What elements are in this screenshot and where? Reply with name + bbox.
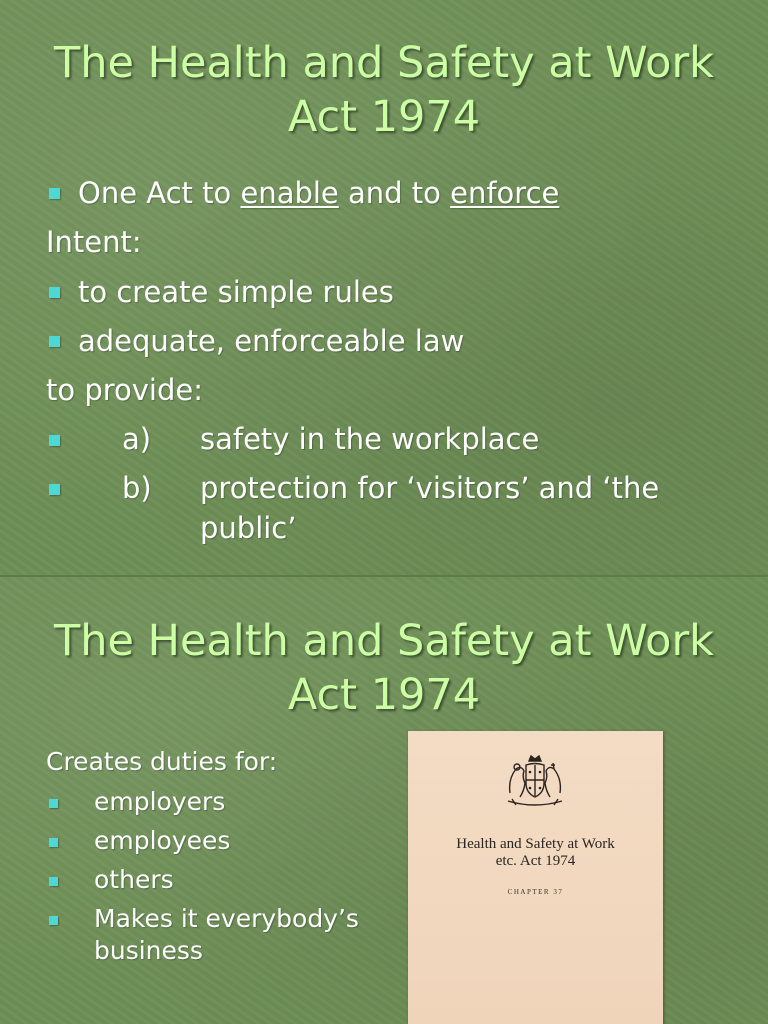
bullet-square-icon	[49, 336, 60, 347]
intent-item: to create simple rules	[78, 275, 394, 309]
duty-item: others	[94, 865, 174, 894]
provide-label: to provide:	[46, 373, 204, 407]
slide-1-title-line-2: Act 1974	[287, 92, 481, 142]
bullet-square-icon	[49, 799, 58, 808]
slide-2-title	[0, 614, 768, 722]
enable-word: enable	[240, 176, 339, 210]
intent-label: Intent:	[46, 225, 142, 259]
provide-item-text-continued: public’	[200, 511, 297, 545]
text-part: and to	[338, 176, 451, 210]
duties-intro: Creates duties for:	[46, 747, 278, 776]
bullet-square-icon	[49, 838, 58, 847]
text-part: One Act to	[78, 176, 241, 210]
duty-item-continued: business	[94, 936, 203, 965]
cover-chapter: CHAPTER 37	[507, 888, 564, 896]
bullet-square-icon	[49, 287, 60, 298]
enforce-word: enforce	[450, 176, 560, 210]
bullet-square-icon	[49, 484, 60, 495]
bullet-square-icon	[49, 877, 58, 886]
duty-item: employers	[94, 787, 226, 816]
bullet-square-icon	[49, 435, 60, 446]
provide-item-letter: a)	[122, 422, 152, 456]
act-cover-image	[408, 731, 663, 1024]
slide-2	[0, 577, 768, 1024]
cover-title-line-2: etc. Act 1974	[495, 853, 576, 869]
slide-1-title-line-1: The Health and Safety at Work	[53, 38, 715, 88]
duty-item: employees	[94, 826, 231, 855]
provide-item-text: safety in the workplace	[200, 422, 540, 456]
provide-item-text: protection for ‘visitors’ and ‘the	[200, 471, 660, 505]
royal-coat-of-arms-icon	[502, 753, 568, 811]
enable-enforce-item	[78, 175, 559, 211]
bullet-square-icon	[49, 916, 58, 925]
slide-2-title-line-1: The Health and Safety at Work	[53, 616, 715, 666]
bullet-square-icon	[49, 188, 60, 199]
slide-1-title	[0, 36, 768, 144]
intent-item: adequate, enforceable law	[78, 324, 465, 358]
duty-item: Makes it everybody’s	[94, 904, 359, 933]
slide-2-title-line-2: Act 1974	[287, 670, 481, 720]
provide-item-letter: b)	[122, 471, 152, 505]
cover-title-line-1: Health and Safety at Work	[456, 836, 615, 852]
cover-title	[408, 836, 663, 870]
